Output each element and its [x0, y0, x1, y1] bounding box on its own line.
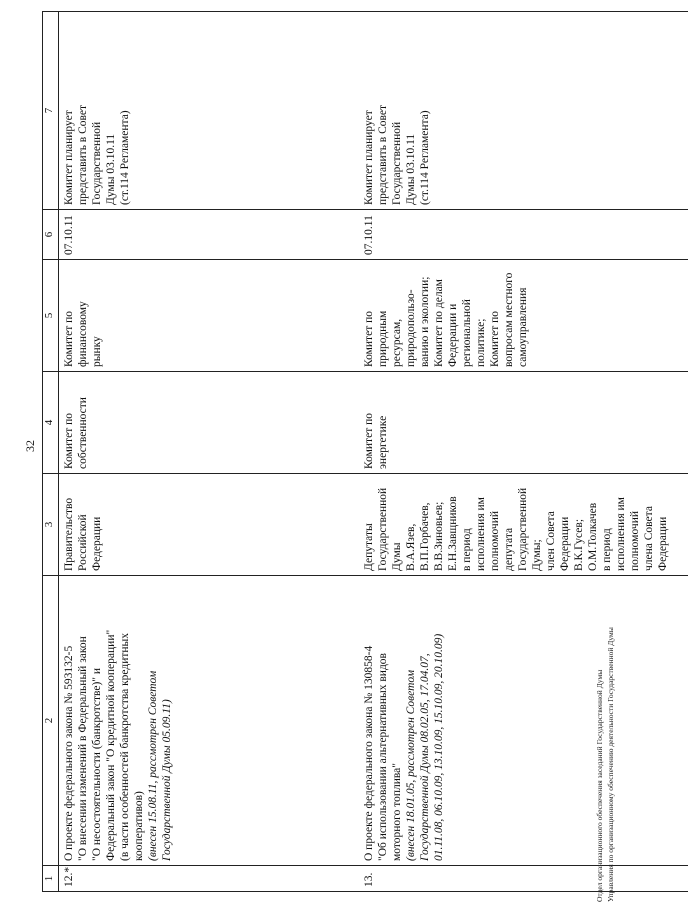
responsible-committee-cell: [359, 372, 688, 474]
coexecutor-line: рынку: [91, 336, 104, 367]
initiator-line: Федерации: [91, 516, 104, 571]
bill-note-line: Государственной Думы 08.02.05, 17.04.07,: [418, 653, 431, 861]
bill-title-line: "Об использовании альтернативных видов: [376, 653, 389, 861]
remark-line: Комитет планирует: [362, 110, 375, 205]
bill-description: [59, 576, 359, 866]
initiator-line: В.В.Зиновьев;: [432, 501, 445, 571]
remark-line: представить в Совет: [376, 104, 389, 205]
coexecutor-line: самоуправления: [516, 287, 529, 367]
remarks-cell: [59, 12, 359, 210]
bill-note-line: (внесен 18.01.05, рассмотрен Советом: [404, 669, 417, 861]
remark-line: Государственной: [390, 121, 403, 205]
responsible-line: энергетике: [376, 415, 389, 469]
remark-line: Думы 03.10.11: [404, 133, 417, 205]
page-footer: [594, 627, 616, 902]
coexecutor-line: Комитет по делам: [432, 279, 445, 367]
initiator-cell: [359, 474, 688, 576]
footer-line: Управления по организационному обеспечению деятельности Государственной Думы: [606, 627, 615, 902]
initiator-line: Правительство: [63, 497, 75, 571]
bill-note-line: (внесен 15.08.11, рассмотрен Советом: [147, 670, 160, 861]
remark-line: (ст.114 Регламента): [119, 110, 132, 205]
coexecutor-line: Комитет по: [488, 311, 501, 367]
initiator-line: В.П.Горбачев,: [418, 502, 431, 571]
coexecutor-line: природным: [376, 310, 389, 367]
initiator-line: член Совета: [544, 511, 557, 571]
bill-title-line: моторного топлива": [390, 763, 403, 861]
column-header: 6: [43, 210, 59, 260]
initiator-line: в период: [460, 528, 473, 571]
initiator-line: полномочий: [488, 511, 501, 571]
initiator-line: О.М.Толкачев: [586, 502, 599, 571]
coexecutor-line: природопользо-: [404, 289, 417, 367]
column-header: 1: [43, 866, 59, 892]
bills-table: [42, 11, 688, 892]
bill-title-line: (в части особенностей банкротства кредитных: [119, 632, 132, 861]
coexecutor-line: Федерации и: [446, 303, 459, 367]
coexecutor-line: Комитет по: [362, 311, 375, 367]
remark-line: представить в Совет: [77, 104, 90, 205]
bill-title-line: О проекте федерального закона № 130858-4: [362, 645, 375, 861]
initiator-line: Думы: [390, 542, 403, 571]
initiator-line: Федерации: [656, 516, 669, 571]
responsible-line: Комитет по: [63, 413, 75, 469]
responsible-line: Комитет по: [362, 413, 375, 469]
initiator-line: в период: [600, 528, 613, 571]
initiator-line: В.А.Язев,: [404, 523, 417, 571]
bill-note-line: Государственной Думы 05.09.11): [161, 699, 174, 861]
date-cell: 07.10.11: [59, 210, 359, 260]
footer-line: Отдел организационного обеспечения заседаний Государственной Думы: [595, 669, 604, 902]
header-row: [43, 12, 59, 892]
row-number: 12.*: [59, 866, 359, 892]
initiator-line: Думы;: [530, 539, 543, 571]
responsible-committee-cell: [59, 372, 359, 474]
initiator-line: В.К.Гусев;: [572, 518, 585, 571]
bill-note-line: 01.11.08, 06.10.09, 13.10.09, 15.10.09, 20.10.09): [432, 633, 445, 861]
page-number: 32: [23, 440, 37, 452]
column-header: 2: [43, 576, 59, 866]
coexecutor-line: ресурсам,: [390, 318, 403, 367]
bill-description: [359, 576, 688, 866]
initiator-line: исполнения им: [614, 497, 627, 571]
initiator-line: полномочий: [628, 511, 641, 571]
initiator-line: исполнения им: [474, 497, 487, 571]
initiator-line: Российской: [77, 514, 90, 571]
coexecutors-cell: [59, 260, 359, 372]
column-header: 7: [43, 12, 59, 210]
coexecutor-line: Комитет по: [63, 311, 75, 367]
initiator-line: Депутаты: [362, 523, 375, 571]
coexecutor-line: финансовому: [77, 301, 90, 367]
column-header: 5: [43, 260, 59, 372]
bill-title-line: О проекте федерального закона № 593132-5: [63, 645, 75, 861]
coexecutor-line: вопросам местного: [502, 272, 515, 367]
row-number: 13.: [359, 866, 688, 892]
table-row: [59, 12, 359, 892]
initiator-line: Государственной: [516, 487, 529, 571]
remark-line: Государственной: [91, 121, 104, 205]
bill-title-line: кооперативов): [133, 791, 146, 861]
bill-title-line: "О внесении изменений в Федеральный закон: [77, 636, 90, 861]
bill-title-line: "О несостоятельности (банкротстве)" и: [91, 667, 104, 861]
rotated-table-container: [42, 12, 669, 892]
initiator-cell: [59, 474, 359, 576]
initiator-line: Федерации: [558, 516, 571, 571]
bill-title-line: Федеральный закон "О кредитной кооперации": [105, 629, 118, 861]
remark-line: Думы 03.10.11: [105, 133, 118, 205]
initiator-line: Е.Н.Завщников: [446, 496, 459, 571]
column-header: 4: [43, 372, 59, 474]
coexecutor-line: политике;: [474, 318, 487, 367]
initiator-line: члена Совета: [642, 506, 655, 571]
column-header: 3: [43, 474, 59, 576]
initiator-line: депутата: [502, 527, 515, 571]
initiator-line: Государственной: [376, 487, 389, 571]
date-cell: 07.10.11: [359, 210, 688, 260]
coexecutor-line: региональной: [460, 299, 473, 367]
remark-line: Комитет планирует: [63, 110, 75, 205]
remarks-cell: [359, 12, 688, 210]
remark-line: (ст.114 Регламента): [418, 110, 431, 205]
coexecutors-cell: [359, 260, 688, 372]
responsible-line: собственности: [77, 397, 90, 469]
coexecutor-line: ванию и экологии;: [418, 276, 431, 367]
table-row: [359, 12, 688, 892]
